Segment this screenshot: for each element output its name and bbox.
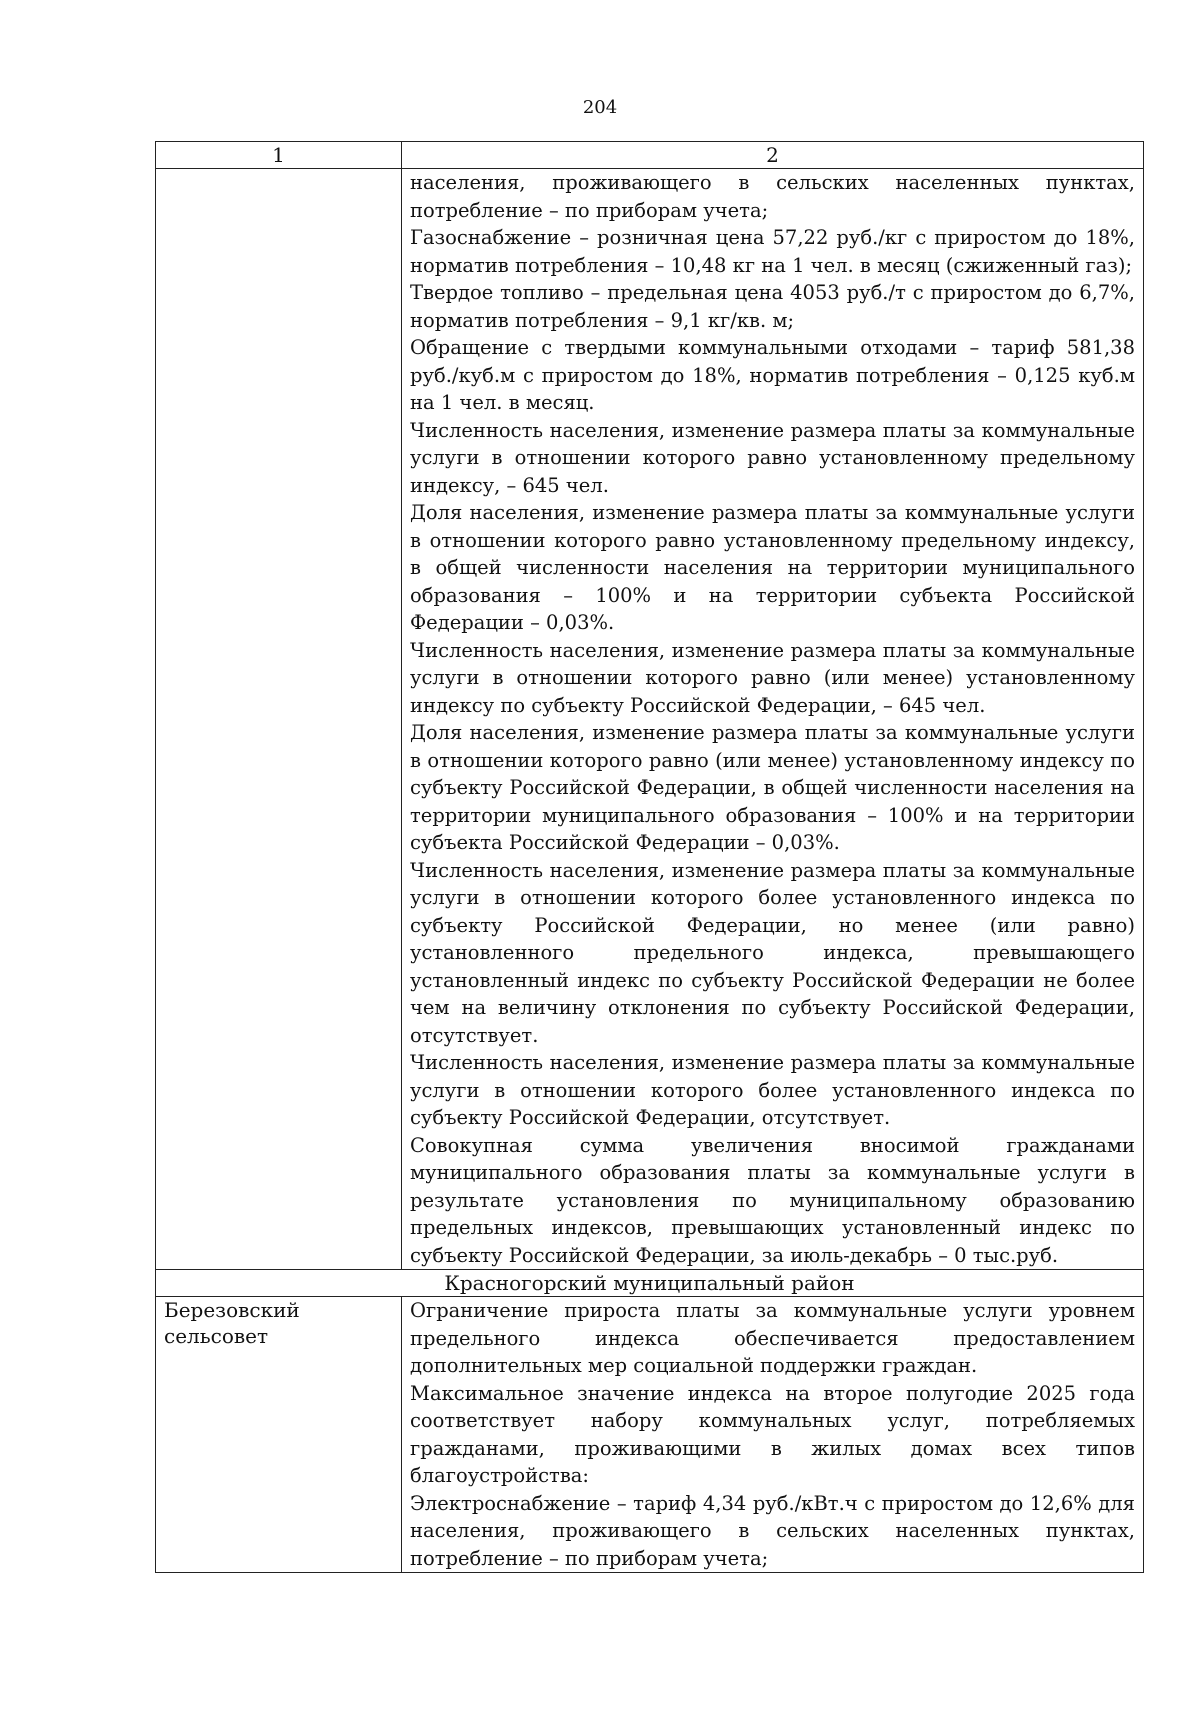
column-header-1: 1 [156,142,402,169]
paragraph: Доля населения, изменение размера платы за коммунальные услуги в отношении которого равно (или менее) установленному индексу по субъекту Российской Федерации, в общей численности населения на территории муниципального образования – 100% и на территории субъекта Российской Федерации – 0,03%. [410,721,1135,854]
paragraph: Численность населения, изменение размера платы за коммунальные услуги в отношении которого более установленного индекса по субъекту Российской Федерации, но менее (или равно) установленного предельного индекса, превышающего установленный индекс по субъекту Российской Федерации не более чем на величину отклонения по субъекту Российской Федерации, отсутствует. [410,858,1135,1047]
section-title: Красногорский муниципальный район [156,1270,1144,1297]
municipality-name-line: сельсовет [164,1324,269,1348]
municipality-cell [156,1297,402,1573]
paragraph: Доля населения, изменение размера платы за коммунальные услуги в отношении которого равно установленному предельному индексу, в общей численности населения на территории муниципального образования – 100% и на территории субъекта Российской Федерации – 0,03%. [410,501,1135,634]
description-cell [402,1297,1144,1573]
description-cell [402,169,1144,1270]
paragraph: Электроснабжение – тариф 4,34 руб./кВт.ч с приростом до 12,6% для населения, проживающего в сельских населенных пунктах, потребление – по приборам учета; [410,1491,1135,1570]
paragraph: Численность населения, изменение размера платы за коммунальные услуги в отношении которого равно установленному предельному индексу, – 645 чел. [410,418,1135,497]
table-header-row [156,142,1144,169]
paragraph: Газоснабжение – розничная цена 57,22 руб./кг с приростом до 18%, норматив потребления – 10,48 кг на 1 чел. в месяц (сжиженный газ); [410,226,1135,277]
table-row-berezovsky [156,1297,1144,1573]
paragraph: Численность населения, изменение размера платы за коммунальные услуги в отношении которого равно (или менее) установленному индексу по субъекту Российской Федерации, – 645 чел. [410,638,1135,717]
paragraph: Обращение с твердыми коммунальными отходами – тариф 581,38 руб./куб.м с приростом до 18%, норматив потребления – 0,125 куб.м на 1 чел. в месяц. [410,336,1135,414]
paragraph: Максимальное значение индекса на второе полугодие 2025 года соответствует набору коммунальных услуг, потребляемых гражданами, проживающими в жилых домах всех типов благоустройства: [410,1381,1135,1487]
data-table [155,141,1144,1573]
section-row [156,1270,1144,1297]
paragraph: населения, проживающего в сельских населенных пунктах, потребление – по приборам учета; [410,171,1135,222]
column-header-2: 2 [402,142,1144,169]
paragraph: Твердое топливо – предельная цена 4053 руб./т с приростом до 6,7%, норматив потребления – 9,1 кг/кв. м; [410,281,1135,332]
municipality-name-line: Березовский [164,1298,300,1322]
paragraph: Численность населения, изменение размера платы за коммунальные услуги в отношении которого более установленного индекса по субъекту Российской Федерации, отсутствует. [410,1051,1135,1129]
paragraph: Ограничение прироста платы за коммунальные услуги уровнем предельного индекса обеспечивается предоставлением дополнительных мер социальной поддержки граждан. [410,1299,1135,1377]
paragraph: Совокупная сумма увеличения вносимой гражданами муниципального образования платы за коммунальные услуги в результате установления по муниципальному образованию предельных индексов, превышающих установленный индекс по субъекту Российской Федерации, за июль-декабрь – 0 тыс.руб. [410,1133,1135,1267]
page-number: 204 [582,97,618,118]
municipality-cell [156,169,402,1270]
table-row-continued [156,169,1144,1270]
